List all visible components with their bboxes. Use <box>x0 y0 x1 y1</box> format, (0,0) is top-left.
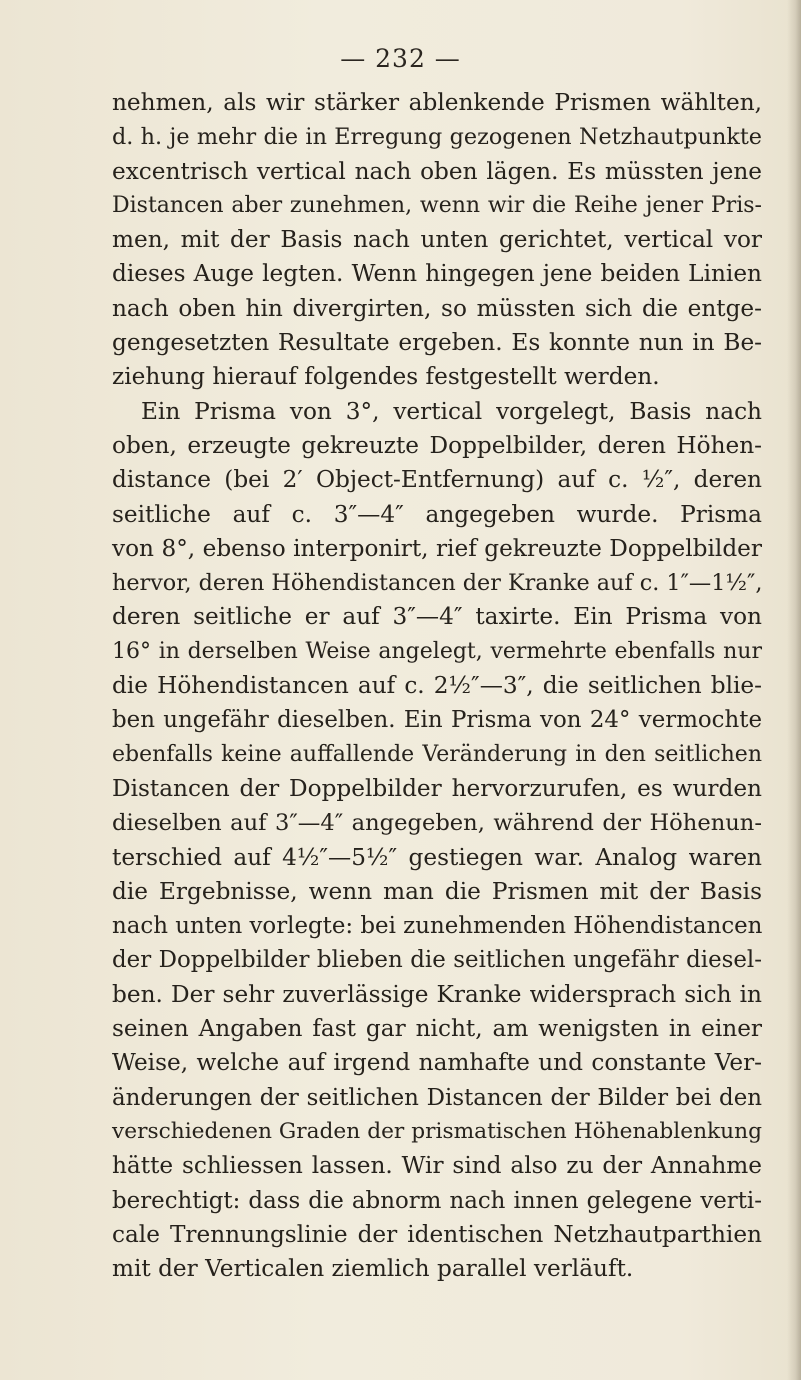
text-line: nach unten vorlegte: bei zunehmenden Höhendistancen <box>112 913 763 940</box>
text-line: Distancen aber zunehmen, wenn wir die Reihe jener Pris- <box>112 192 762 218</box>
text-line: dieses Auge legten. Wenn hingegen jene beiden Linien <box>112 260 762 288</box>
text-line: ben. Der sehr zuverlässige Kranke widersprach sich in <box>112 980 762 1008</box>
text-line: änderungen der seitlichen Distancen der Bilder bei den <box>112 1084 762 1111</box>
text-line: verschiedenen Graden der prismatischen Höhenablenkung <box>112 1118 762 1144</box>
text-line: die Ergebnisse, wenn man die Prismen mit der Basis <box>112 877 762 905</box>
text-line: ben ungefähr dieselben. Ein Prisma von 24° vermochte <box>112 707 762 734</box>
text-line: ziehung hierauf folgendes festgestellt werden. <box>112 363 660 391</box>
text-line: Distancen der Doppelbilder hervorzurufen, es wurden <box>112 774 762 802</box>
text-line: 16° in derselben Weise angelegt, vermehrte ebenfalls nur <box>112 638 762 664</box>
text-line: Weise, welche auf irgend namhafte und constante Ver- <box>112 1049 762 1077</box>
text-line: nach oben hin divergirten, so müssten sich die entge- <box>112 294 762 322</box>
text-line: hätte schliessen lassen. Wir sind also zu der Annahme <box>112 1152 762 1180</box>
text-line: die Höhendistancen auf c. 2½″—3″, die seitlichen blie- <box>112 672 762 700</box>
text-line: nehmen, als wir stärker ablenkende Prismen wählten, <box>112 89 762 116</box>
text-line: seitliche auf c. 3″—4″ angegeben wurde. Prisma <box>112 500 762 528</box>
text-line: von 8°, ebenso interponirt, rief gekreuzte Doppelbilder <box>112 534 762 562</box>
page-edge-shadow <box>787 0 801 1380</box>
text-line: ebenfalls keine auffallende Veränderung in den seitlichen <box>112 741 762 767</box>
text-line: gengesetzten Resultate ergeben. Es konnte nun in Be- <box>112 329 762 357</box>
text-line: cale Trennungslinie der identischen Netzhautparthien <box>112 1220 762 1248</box>
text-line: distance (bei 2′ Object-Entfernung) auf c. ½″, deren <box>112 466 762 494</box>
body-text <box>112 86 762 1286</box>
text-line: excentrisch vertical nach oben lägen. Es müssten jene <box>112 157 762 185</box>
text-line: deren seitliche er auf 3″—4″ taxirte. Ein Prisma von <box>112 603 762 631</box>
text-line: mit der Verticalen ziemlich parallel verläuft. <box>112 1255 634 1283</box>
text-line: berechtigt: dass die abnorm nach innen gelegene verti- <box>112 1187 762 1214</box>
page-number: — 232 — <box>340 44 461 73</box>
text-line: men, mit der Basis nach unten gerichtet, vertical vor <box>112 226 762 254</box>
text-line: oben, erzeugte gekreuzte Doppelbilder, deren Höhen- <box>112 431 762 459</box>
text-line: der Doppelbilder blieben die seitlichen ungefähr diesel- <box>112 947 762 974</box>
text-line: terschied auf 4½″—5½″ gestiegen war. Analog waren <box>112 843 762 871</box>
text-line: dieselben auf 3″—4″ angegeben, während der Höhenun- <box>112 810 762 837</box>
text-line: hervor, deren Höhendistancen der Kranke auf c. 1″—1½″, <box>112 570 763 597</box>
text-line: seinen Angaben fast gar nicht, am wenigsten in einer <box>112 1015 762 1043</box>
text-line: Ein Prisma von 3°, vertical vorgelegt, Basis nach <box>141 397 762 425</box>
text-line: d. h. je mehr die in Erregung gezogenen Netzhautpunkte <box>112 124 762 151</box>
